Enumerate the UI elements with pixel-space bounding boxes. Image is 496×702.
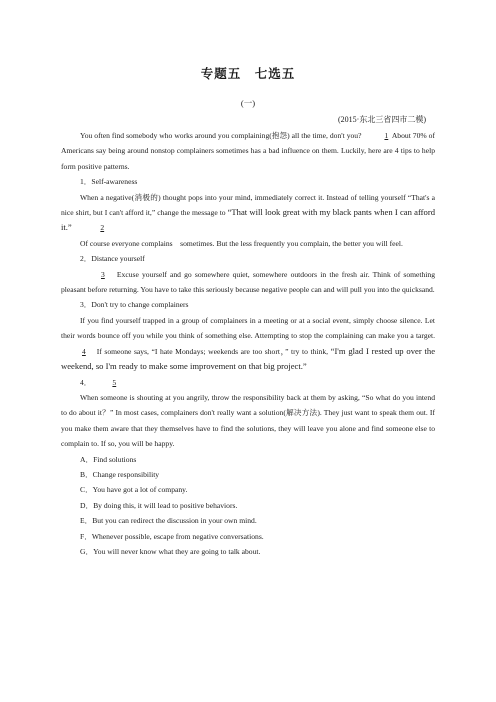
source-note: (2015·东北三省四市二模)	[338, 115, 426, 124]
option-e: E．But you can redirect the discussion in your own mind.	[80, 516, 257, 526]
paragraph-text: If you find yourself trapped in a group of complainers in a meeting or at a social event, simply choose silence. Let their words bounce off you while you think of something else. Attempting to stop the complaining can make you a target.	[61, 315, 435, 341]
paragraph-text: About 70% of Americans say being around nonstop complainers sometimes has a bad influence on them. Luckily, here are 4 tips to help form positive patterns.	[61, 131, 436, 171]
blank-2: 2	[100, 223, 105, 233]
paragraph-distance	[61, 267, 435, 298]
option-f: F．Whenever possible, escape from negative conversations.	[80, 531, 264, 541]
paragraph-text: Excuse yourself and go somewhere quiet, somewhere outdoors in the fresh air. Think of something pleasant before returning. You have to take this seriously because negative people can and will pull you into the quicksand.	[61, 269, 436, 295]
heading-number: 4．	[80, 377, 92, 387]
paragraph-text: “I'm glad I rested up over the weekend, so I'm ready to make some improvement on that big project.”	[61, 345, 436, 372]
option-d: D．By doing this, it will lead to positive behaviors.	[80, 500, 238, 510]
paragraph-text: “That will look great with my black pants when I can afford it.”	[61, 207, 435, 233]
blank-1: 1	[384, 131, 389, 140]
paragraph-change	[61, 313, 435, 375]
passage	[61, 128, 435, 559]
option-g: G．You will never know what they are going to talk about.	[80, 546, 261, 556]
paragraph-self-awareness	[61, 190, 435, 236]
blank-3: 3	[101, 269, 105, 279]
blank-4: 4	[82, 346, 86, 356]
option-c: C．You have got a lot of company.	[80, 485, 188, 495]
paragraph-text: When a negative(消极的) thought pops into your mind, immediately correct it. Instead of telling yourself “That's a nice shirt, but I can't afford it,” change the message to	[61, 192, 435, 218]
section-number: (一)	[240, 98, 256, 108]
heading-2: 2．Distance yourself	[80, 254, 145, 264]
paragraph-text: If someone says, “I hate Mondays; weekends are too short，” try to think,	[96, 346, 329, 356]
heading-4	[61, 375, 435, 390]
blank-5: 5	[112, 377, 117, 387]
option-b: B．Change responsibility	[80, 469, 160, 479]
option-a: A．Find solutions	[80, 454, 137, 464]
paragraph-intro	[61, 128, 435, 174]
paragraph-complain: Of course everyone complains sometimes. But the less frequently you complain, the better you will feel.	[80, 238, 403, 248]
paragraph-text: You often find somebody who works around you complaining(抱怨) all the time, don't you?	[80, 131, 362, 140]
paragraph-responsibility: When someone is shouting at you angrily, throw the responsibility back at them by asking, “So what do you intend to do about it？” In most cases, complainers don't really want a solution(解决方法). They just want to speak them out. If you make them aware that they themselves have to find the solutions, they will leave you alone and find someone else to complain to. If so, you will be happy.	[61, 392, 435, 449]
heading-3: 3．Don't try to change complainers	[80, 300, 189, 310]
heading-1: 1．Self-awareness	[80, 177, 138, 187]
page-title: 专题五 七选五	[200, 66, 296, 81]
